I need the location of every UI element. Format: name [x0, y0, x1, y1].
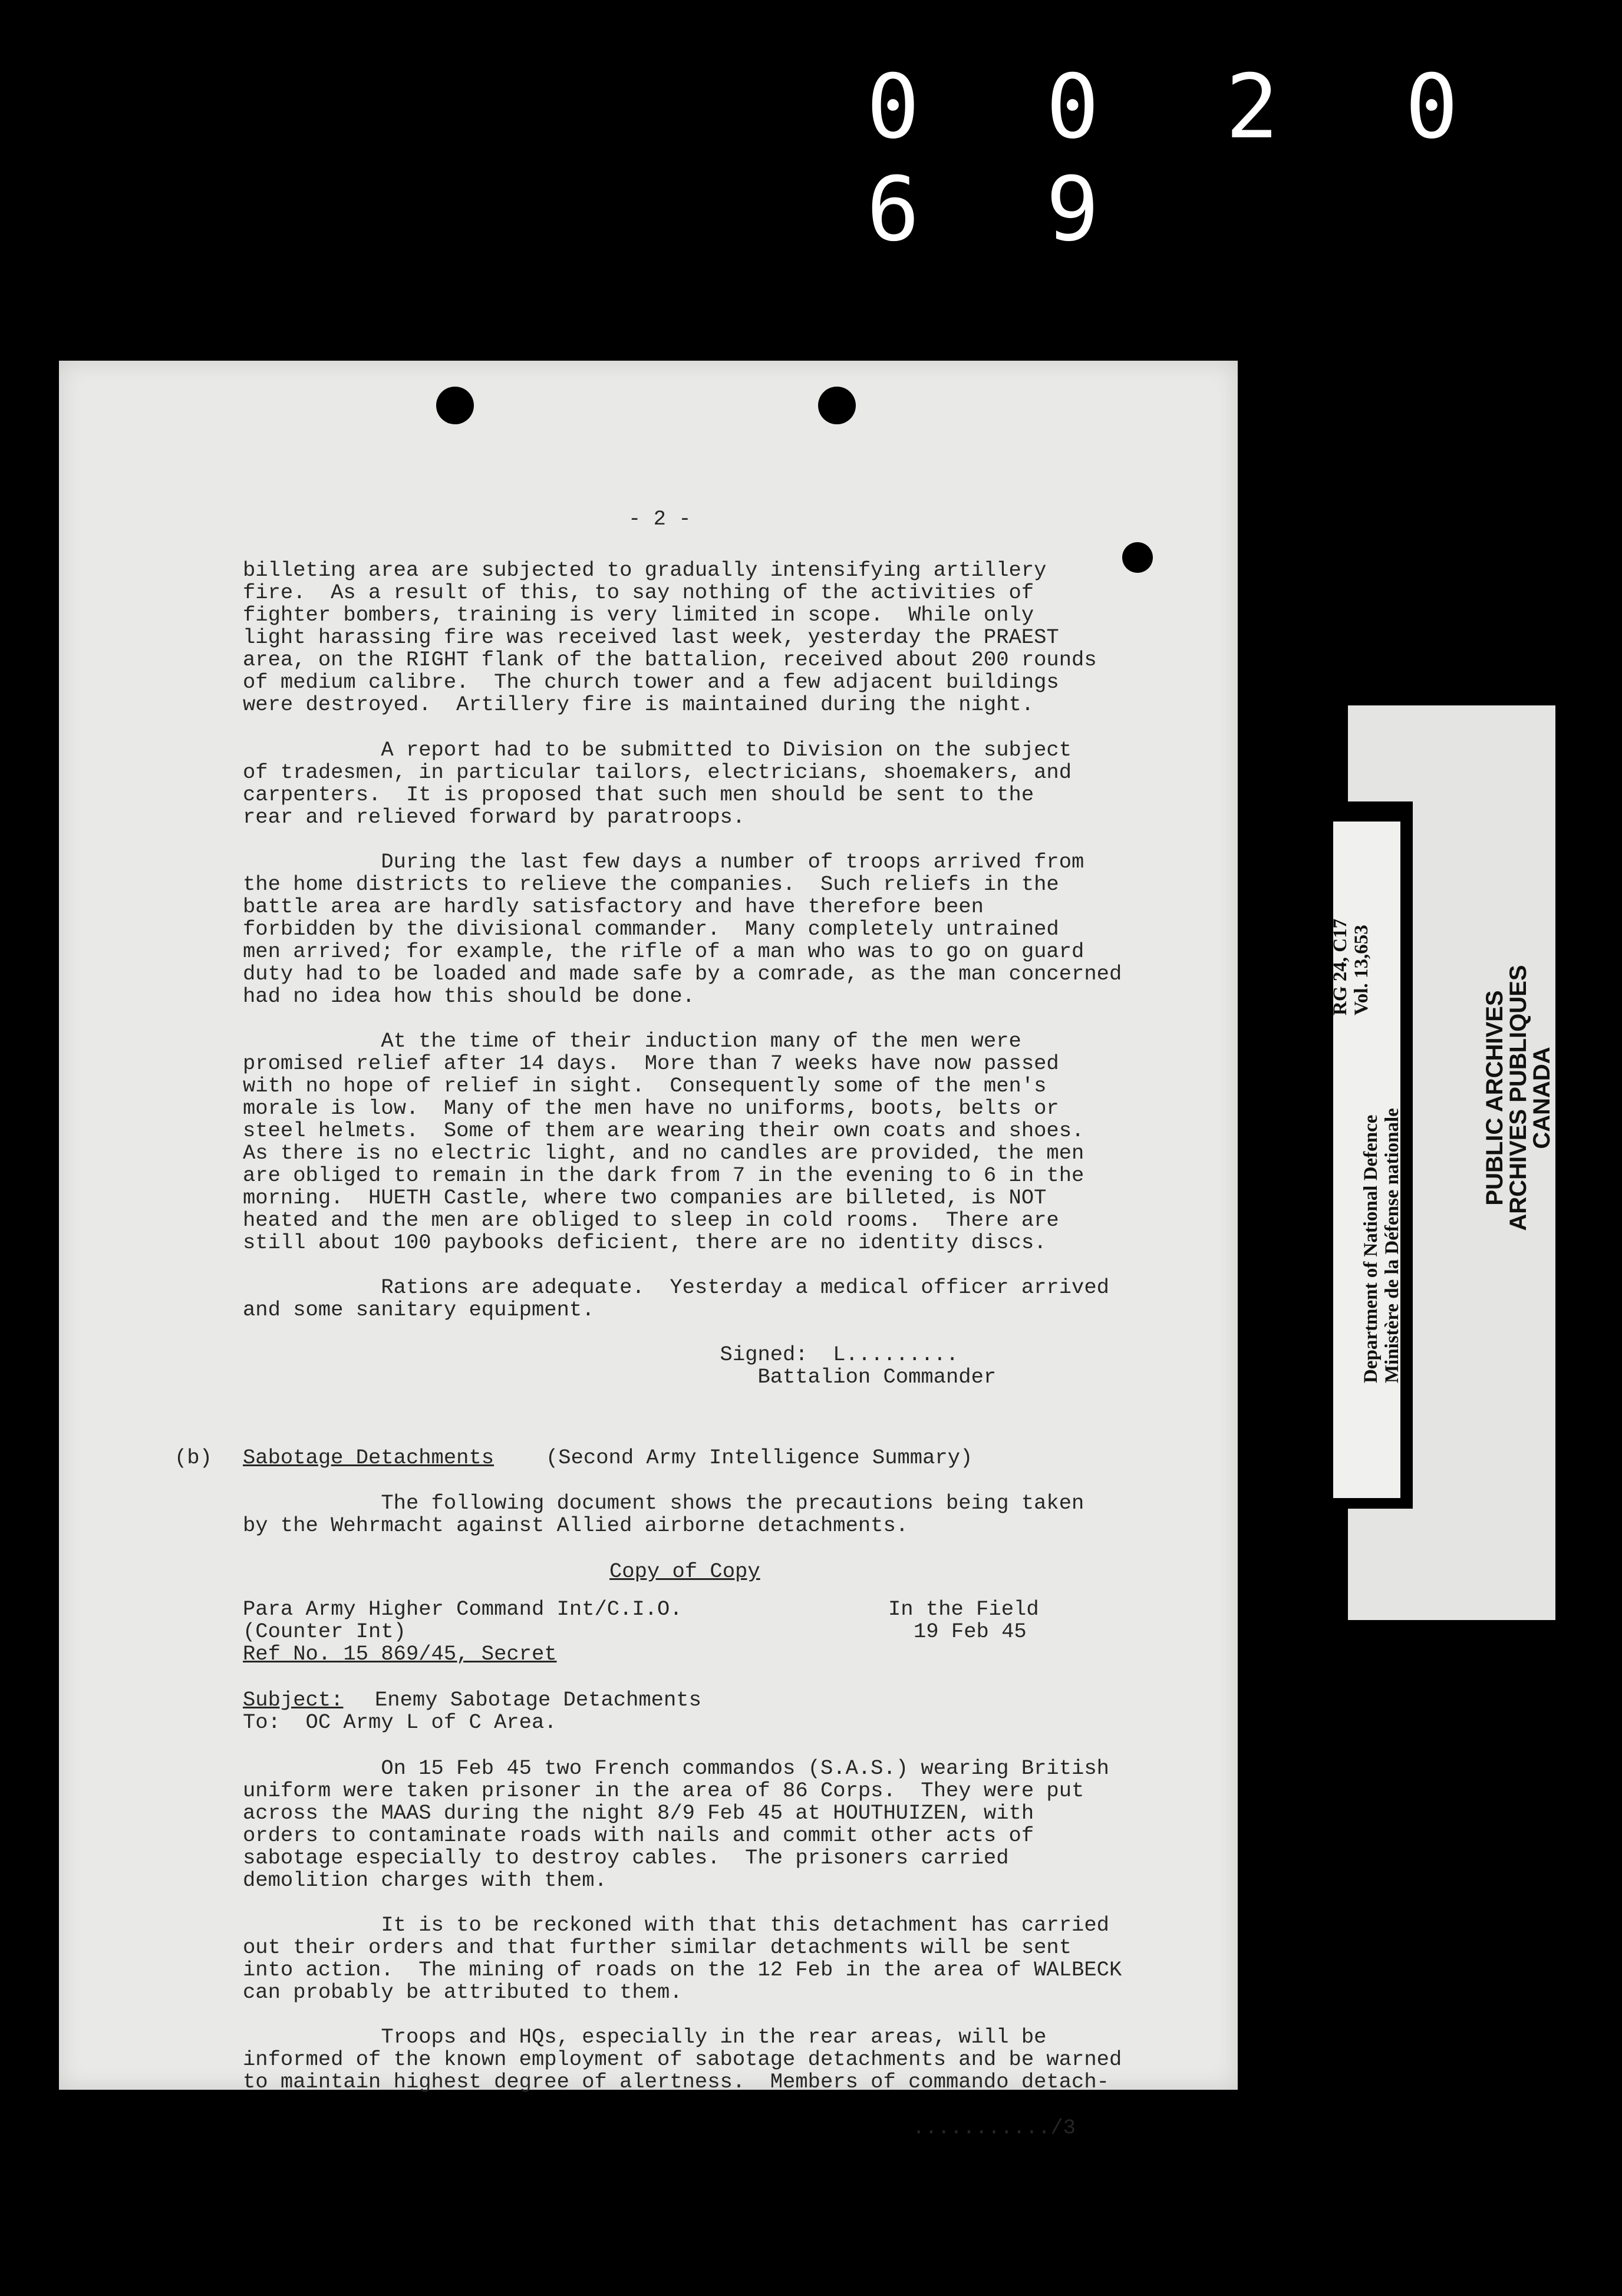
- text-line-3: fighter bombers, training is very limited in scope. While only: [243, 603, 1034, 627]
- text-line-51: to maintain highest degree of alertness. Members of commando detach-: [243, 2070, 1109, 2094]
- text-line-33: The following document shows the precautions being taken: [243, 1491, 1084, 1515]
- text-line-30: and some sanitary equipment.: [243, 1298, 595, 1322]
- stamp-vol: Vol. 13,653: [1351, 925, 1372, 1015]
- section-marker: (b): [174, 1446, 212, 1470]
- stamp-dept-en: Department of National Defence: [1360, 1114, 1382, 1383]
- section-source: (Second Army Intelligence Summary): [546, 1446, 973, 1470]
- reference-line: Ref No. 15 869/45, Secret: [243, 1642, 557, 1666]
- text-line-18: had no idea how this should be done.: [243, 984, 695, 1008]
- text-line-26: morning. HUETH Castle, where two companies are billeted, is NOT: [243, 1186, 1047, 1210]
- text-line-10: carpenters. It is proposed that such men should be sent to the: [243, 783, 1034, 807]
- page-text: [59, 361, 1238, 2140]
- stamp-rg: RG 24, C17: [1330, 918, 1351, 1015]
- text-line-6: of medium calibre. The church tower and a few adjacent buildings: [243, 670, 1059, 694]
- text-line-22: morale is low. Many of the men have no uniforms, boots, belts or: [243, 1096, 1059, 1120]
- text-line-5: area, on the RIGHT flank of the battalion, received about 200 rounds: [243, 648, 1097, 672]
- text-line-46: out their orders and that further similar detachments will be sent: [243, 1935, 1072, 1959]
- text-line-41: across the MAAS during the night 8/9 Feb 45 at HOUTHUIZEN, with: [243, 1801, 1034, 1825]
- text-line-4: light harassing fire was received last week, yesterday the PRAEST: [243, 625, 1059, 649]
- text-line-28: still about 100 paybooks deficient, there are no identity discs.: [243, 1231, 1047, 1255]
- text-line-45: It is to be reckoned with that this detachment has carried: [243, 1913, 1109, 1937]
- text-line-7: were destroyed. Artillery fire is maintained during the night.: [243, 692, 1034, 717]
- text-line-21: with no hope of relief in sight. Consequently some of the men's: [243, 1074, 1047, 1098]
- text-line-2: fire. As a result of this, to say nothing of the activities of: [243, 580, 1034, 605]
- stamp-country: CANADA: [1529, 1047, 1555, 1149]
- subject-text: Enemy Sabotage Detachments: [375, 1688, 701, 1712]
- text-line-47: into action. The mining of roads on the 12 Feb in the area of WALBECK: [243, 1958, 1122, 1982]
- text-line-50: informed of the known employment of sabotage detachments and be warned: [243, 2047, 1122, 2071]
- text-line-13: the home districts to relieve the companies. Such reliefs in the: [243, 872, 1059, 896]
- text-line-14: battle area are hardly satisfactory and have therefore been: [243, 895, 984, 919]
- text-line-29: Rations are adequate. Yesterday a medical officer arrived: [243, 1275, 1109, 1299]
- stamp-dept-fr: Ministère de la Défense nationale: [1382, 1108, 1403, 1383]
- page-number: - 2 -: [628, 507, 691, 531]
- signature-line: Signed: L.........: [243, 1342, 959, 1367]
- issuer-line-2: (Counter Int): [243, 1619, 406, 1644]
- text-line-15: forbidden by the divisional commander. Many completely untrained: [243, 917, 1059, 941]
- text-line-24: As there is no electric light, and no candles are provided, the men: [243, 1141, 1084, 1165]
- issuer-line-1: Para Army Higher Command Int/C.I.O.: [243, 1597, 683, 1621]
- field-date: 19 Feb 45: [914, 1619, 1027, 1644]
- text-line-8: A report had to be submitted to Division on the subject: [243, 738, 1072, 762]
- text-line-23: steel helmets. Some of them are wearing their own coats and shoes.: [243, 1119, 1084, 1143]
- text-line-40: uniform were taken prisoner in the area of 86 Corps. They were put: [243, 1779, 1084, 1803]
- text-line-27: heated and the men are obliged to sleep in cold rooms. There are: [243, 1208, 1059, 1232]
- text-line-19: At the time of their induction many of the men were: [243, 1029, 1021, 1053]
- copy-title: Copy of Copy: [609, 1559, 760, 1584]
- text-line-1: billeting area are subjected to gradually intensifying artillery: [243, 558, 1047, 582]
- text-line-9: of tradesmen, in particular tailors, electricians, shoemakers, and: [243, 760, 1072, 784]
- frame-number: 0 0 2 0 6 9: [866, 56, 1495, 261]
- text-line-48: can probably be attributed to them.: [243, 1980, 683, 2004]
- stamp-archives-fr: ARCHIVES PUBLIQUES: [1505, 965, 1531, 1231]
- text-line-49: Troops and HQs, especially in the rear areas, will be: [243, 2025, 1047, 2049]
- text-line-39: On 15 Feb 45 two French commandos (S.A.S.) wearing British: [243, 1756, 1109, 1780]
- text-line-44: demolition charges with them.: [243, 1868, 607, 1892]
- text-line-16: men arrived; for example, the rifle of a man who was to go on guard: [243, 939, 1084, 964]
- stamp-archives-en: PUBLIC ARCHIVES: [1482, 990, 1508, 1206]
- signatory-title: Battalion Commander: [243, 1365, 997, 1389]
- text-line-42: orders to contaminate roads with nails and commit other acts of: [243, 1823, 1034, 1848]
- text-line-25: are obliged to remain in the dark from 7 in the evening to 6 in the: [243, 1163, 1084, 1187]
- text-line-17: duty had to be loaded and made safe by a comrade, as the man concerned: [243, 962, 1122, 986]
- text-line-12: During the last few days a number of troops arrived from: [243, 850, 1084, 874]
- field-place: In the Field: [888, 1597, 1039, 1621]
- continuation-marker: .........../3: [912, 2116, 1076, 2140]
- section-heading: Sabotage Detachments: [243, 1446, 494, 1470]
- text-line-43: sabotage especially to destroy cables. The prisoners carried: [243, 1846, 1009, 1870]
- text-line-20: promised relief after 14 days. More than 7 weeks have now passed: [243, 1051, 1059, 1076]
- subject-label: Subject:: [243, 1688, 344, 1712]
- text-line-34: by the Wehrmacht against Allied airborne detachments.: [243, 1513, 909, 1538]
- to-line: To: OC Army L of C Area.: [243, 1710, 557, 1734]
- text-line-11: rear and relieved forward by paratroops.: [243, 805, 746, 829]
- document-page: [59, 361, 1238, 2140]
